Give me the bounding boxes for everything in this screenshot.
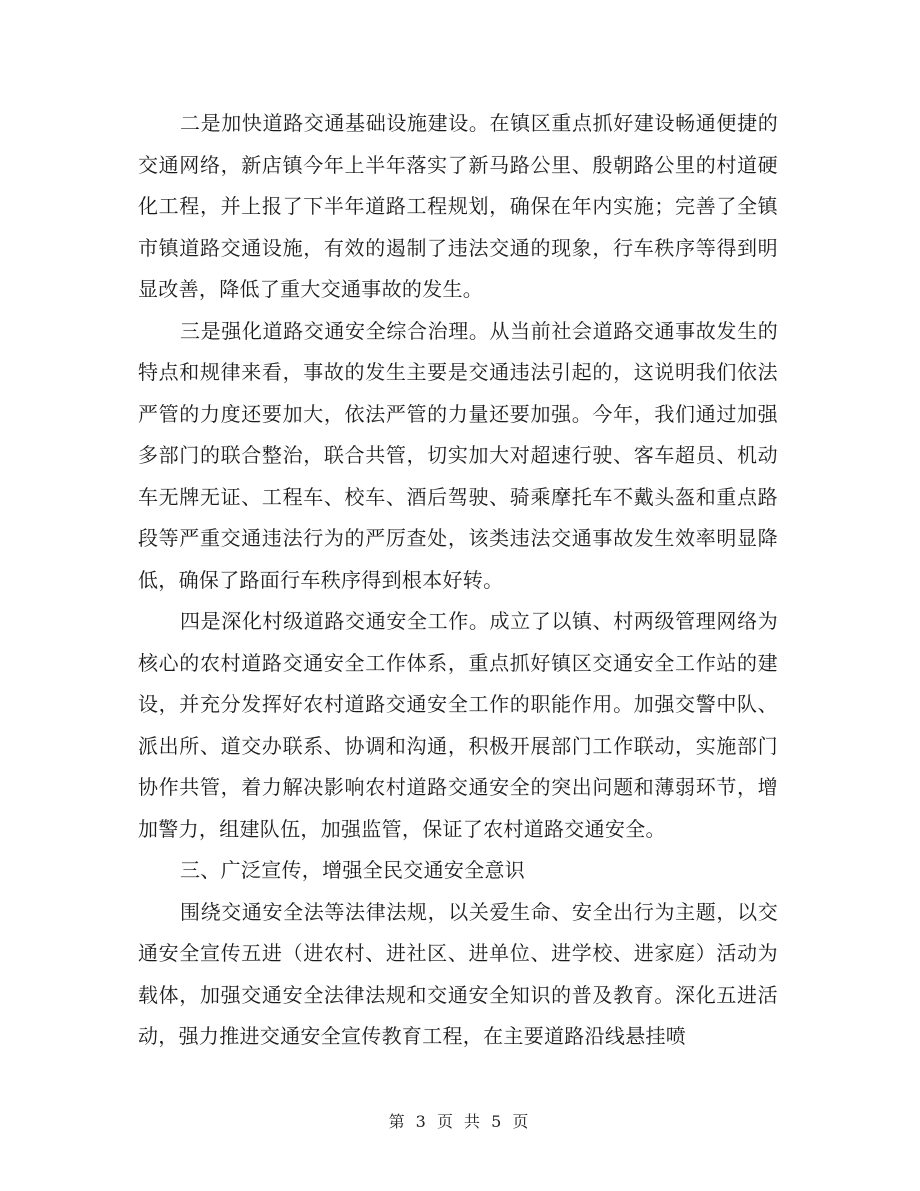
page-number-footer: 第 3 页 共 5 页 xyxy=(388,1112,532,1131)
section-heading: 三、广泛宣传，增强全民交通安全意识 xyxy=(180,858,526,882)
paragraph-infrastructure: 二是加快道路交通基础设施建设。在镇区重点抓好建设畅通便捷的交通网络，新店镇今年上半年落实了新马路公里、殷朝路公里的村道硬化工程，并上报了下半年道路工程规划，确保在年内实施；完善了全镇市镇道路交通设施，有效的遏制了违法交通的现象，行车秩序等得到明显改善，降低了重大交通事故的发生。 xyxy=(138,111,778,301)
paragraph-governance: 三是强化道路交通安全综合治理。从当前社会道路交通事故发生的特点和规律来看，事故的发生主要是交通违法引起的，这说明我们依法严管的力度还要加大，依法严管的力量还要加强。今年，我们通过加强多部门的联合整治，联合共管，切实加大对超速行驶、客车超员、机动车无牌无证、工程车、校车、酒后驾驶、骑乘摩托车不戴头盔和重点路段等严重交通违法行为的严厉查处，该类违法交通事故发生效率明显降低，确保了路面行车秩序得到根本好转。 xyxy=(138,318,778,592)
paragraph-publicity: 围绕交通安全法等法律法规，以关爱生命、安全出行为主题，以交通安全宣传五进（进农村、进社区、进单位、进学校、进家庭）活动为载体，加强交通安全法律法规和交通安全知识的普及教育。深化五进活动，强力推进交通安全宣传教育工程，在主要道路沿线悬挂喷 xyxy=(138,899,778,1048)
document-body xyxy=(138,103,778,1058)
paragraph-village-safety: 四是深化村级道路交通安全工作。成立了以镇、村两级管理网络为核心的农村道路交通安全工作体系，重点抓好镇区交通安全工作站的建设，并充分发挥好农村道路交通安全工作的职能作用。加强交警中队、派出所、道交办联系、协调和沟通，积极开展部门工作联动，实施部门协作共管，着力解决影响农村道路交通安全的突出问题和薄弱环节，增加警力，组建队伍，加强监管，保证了农村道路交通安全。 xyxy=(138,609,778,841)
